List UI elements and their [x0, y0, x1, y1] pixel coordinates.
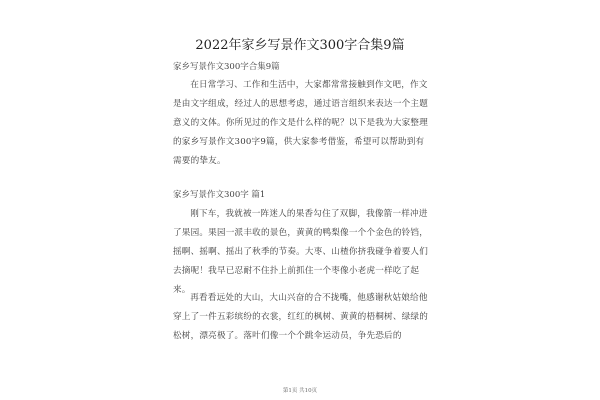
document-page [150, 0, 450, 400]
document-subtitle: 家乡写景作文300字合集9篇 [173, 62, 280, 72]
section-paragraph-1: 刚下车，我就被一阵迷人的果香勾住了双脚，我像箭一样冲进了果园。果园一派丰收的景色，黄黄的鸭梨像一个个金色的铃铛，摇啊、摇啊、摇出了秋季的节奏。大枣、山楂你挤我碰争着要人们去摘呢！我早已忍耐不住扑上前抓住一个枣像小老虎一样吃了起来。 [173, 209, 429, 295]
section-heading: 家乡写景作文300字 篇1 [173, 190, 266, 200]
section-paragraph-2: 再看看远处的大山，大山兴奋的合不拢嘴，他感谢秋姑娘给他穿上了一件五彩缤纷的衣裳，红红的枫树、黄黄的梧桐树、绿绿的松树，漂亮极了。落叶们像一个个跳伞运动员，争先恐后的 [173, 293, 429, 341]
intro-paragraph: 在日常学习、工作和生活中，大家都常常接触到作文吧，作文是由文字组成，经过人的思想考虑，通过语言组织来表达一个主题意义的文体。你所见过的作文是什么样的呢？以下是我为大家整理的家乡写景作文300字9篇，供大家参考借鉴，希望可以帮助到有需要的挚友。 [173, 80, 429, 166]
document-title: 2022年家乡写景作文300字合集9篇 [195, 38, 405, 53]
page-footer: 第1页 共10页 [282, 388, 318, 394]
